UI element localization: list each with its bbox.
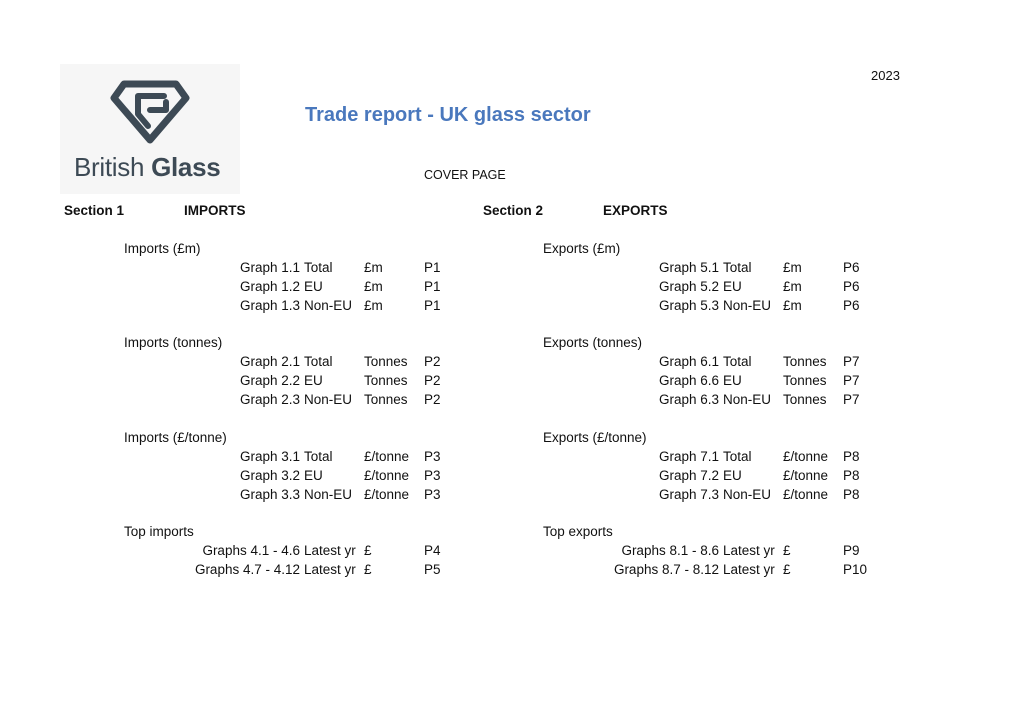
unit-label: Tonnes xyxy=(364,392,408,407)
group-heading: Top imports xyxy=(124,524,194,539)
region-label: EU xyxy=(723,279,742,294)
unit-label: £m xyxy=(783,260,802,275)
group-heading: Imports (£/tonne) xyxy=(124,430,227,445)
unit-label: Tonnes xyxy=(364,373,408,388)
page-reference: P1 xyxy=(424,260,441,275)
page-reference: P8 xyxy=(843,487,860,502)
section-number: Section 2 xyxy=(483,203,544,218)
region-label: Non-EU xyxy=(304,298,353,313)
region-label: Non-EU xyxy=(723,392,772,407)
page-reference: P5 xyxy=(424,562,441,577)
page-reference: P8 xyxy=(843,449,860,464)
page-reference: P10 xyxy=(843,562,868,577)
page-reference: P3 xyxy=(424,449,441,464)
graph-label: Graph 2.1 xyxy=(239,354,300,369)
region-label: Non-EU xyxy=(304,392,353,407)
region-label: EU xyxy=(304,373,323,388)
logo-wordmark xyxy=(74,152,220,183)
page-reference: P6 xyxy=(843,260,860,275)
cover-page-label: COVER PAGE xyxy=(424,168,506,182)
diamond-logo-icon xyxy=(110,80,190,146)
graph-label: Graph 7.1 xyxy=(658,449,719,464)
page-reference: P6 xyxy=(843,279,860,294)
region-label: Total xyxy=(723,260,752,275)
unit-label: Tonnes xyxy=(783,392,827,407)
unit-label: Tonnes xyxy=(783,373,827,388)
region-label: Latest yr xyxy=(723,562,775,577)
index-row xyxy=(419,392,919,411)
group-heading: Imports (£m) xyxy=(124,241,201,256)
graph-label: Graph 6.6 xyxy=(658,373,719,388)
section-number: Section 1 xyxy=(64,203,125,218)
region-label: Total xyxy=(723,449,752,464)
graph-label: Graph 2.2 xyxy=(239,373,300,388)
report-title: Trade report - UK glass sector xyxy=(305,104,591,126)
graph-label: Graph 3.3 xyxy=(239,487,300,502)
unit-label: £m xyxy=(783,279,802,294)
page-reference: P3 xyxy=(424,468,441,483)
index-row xyxy=(419,260,919,279)
group-heading: Exports (tonnes) xyxy=(543,335,643,350)
logo-text-regular: British xyxy=(74,152,152,182)
unit-label: £ xyxy=(364,543,372,558)
graph-label: Graphs 4.1 - 4.6 xyxy=(202,543,300,558)
page-reference: P8 xyxy=(843,468,860,483)
british-glass-logo xyxy=(60,64,240,194)
graph-label: Graph 3.1 xyxy=(239,449,300,464)
region-label: Non-EU xyxy=(723,487,772,502)
graph-label: Graph 5.1 xyxy=(658,260,719,275)
graph-label: Graphs 8.7 - 8.12 xyxy=(613,562,719,577)
page-reference: P2 xyxy=(424,392,441,407)
index-row xyxy=(419,354,919,373)
graph-label: Graph 2.3 xyxy=(239,392,300,407)
graph-label: Graph 1.2 xyxy=(239,279,300,294)
graph-label: Graphs 4.7 - 4.12 xyxy=(194,562,300,577)
region-label: Total xyxy=(723,354,752,369)
page-reference: P6 xyxy=(843,298,860,313)
page-reference: P2 xyxy=(424,373,441,388)
group-heading: Imports (tonnes) xyxy=(124,335,223,350)
unit-label: £m xyxy=(783,298,802,313)
report-year: 2023 xyxy=(871,68,900,83)
section-name: EXPORTS xyxy=(603,203,668,218)
unit-label: £/tonne xyxy=(783,468,829,483)
index-row xyxy=(419,373,919,392)
unit-label: £ xyxy=(783,562,791,577)
unit-label: £ xyxy=(364,562,372,577)
region-label: Latest yr xyxy=(304,562,356,577)
index-row xyxy=(419,449,919,468)
group-heading: Exports (£m) xyxy=(543,241,621,256)
page-reference: P2 xyxy=(424,354,441,369)
unit-label: £/tonne xyxy=(364,449,410,464)
unit-label: £/tonne xyxy=(783,449,829,464)
graph-label: Graph 7.2 xyxy=(658,468,719,483)
page-reference: P4 xyxy=(424,543,441,558)
graph-label: Graph 6.3 xyxy=(658,392,719,407)
index-row xyxy=(419,298,919,317)
page-reference: P7 xyxy=(843,354,860,369)
group-heading: Top exports xyxy=(543,524,613,539)
graph-label: Graph 3.2 xyxy=(239,468,300,483)
region-label: Total xyxy=(304,260,333,275)
graph-label: Graph 5.2 xyxy=(658,279,719,294)
page-reference: P7 xyxy=(843,392,860,407)
graph-label: Graphs 8.1 - 8.6 xyxy=(621,543,719,558)
section-name: IMPORTS xyxy=(184,203,246,218)
region-label: EU xyxy=(304,279,323,294)
region-label: Total xyxy=(304,449,333,464)
group-heading: Exports (£/tonne) xyxy=(543,430,647,445)
unit-label: £/tonne xyxy=(364,487,410,502)
page-reference: P1 xyxy=(424,279,441,294)
index-row xyxy=(419,543,919,562)
unit-label: Tonnes xyxy=(364,354,408,369)
graph-label: Graph 1.1 xyxy=(239,260,300,275)
page-reference: P9 xyxy=(843,543,860,558)
region-label: Non-EU xyxy=(723,298,772,313)
unit-label: £/tonne xyxy=(364,468,410,483)
index-row xyxy=(419,279,919,298)
region-label: EU xyxy=(723,373,742,388)
unit-label: £m xyxy=(364,260,383,275)
graph-label: Graph 7.3 xyxy=(658,487,719,502)
unit-label: £ xyxy=(783,543,791,558)
unit-label: £m xyxy=(364,298,383,313)
graph-label: Graph 5.3 xyxy=(658,298,719,313)
unit-label: Tonnes xyxy=(783,354,827,369)
page-reference: P1 xyxy=(424,298,441,313)
logo-text-bold: Glass xyxy=(151,152,221,182)
region-label: EU xyxy=(304,468,323,483)
page-reference: P7 xyxy=(843,373,860,388)
index-row xyxy=(419,487,919,506)
region-label: Latest yr xyxy=(723,543,775,558)
index-row xyxy=(419,562,919,581)
region-label: EU xyxy=(723,468,742,483)
unit-label: £/tonne xyxy=(783,487,829,502)
unit-label: £m xyxy=(364,279,383,294)
region-label: Non-EU xyxy=(304,487,353,502)
region-label: Total xyxy=(304,354,333,369)
graph-label: Graph 6.1 xyxy=(658,354,719,369)
graph-label: Graph 1.3 xyxy=(239,298,300,313)
region-label: Latest yr xyxy=(304,543,356,558)
index-row xyxy=(419,468,919,487)
page-reference: P3 xyxy=(424,487,441,502)
